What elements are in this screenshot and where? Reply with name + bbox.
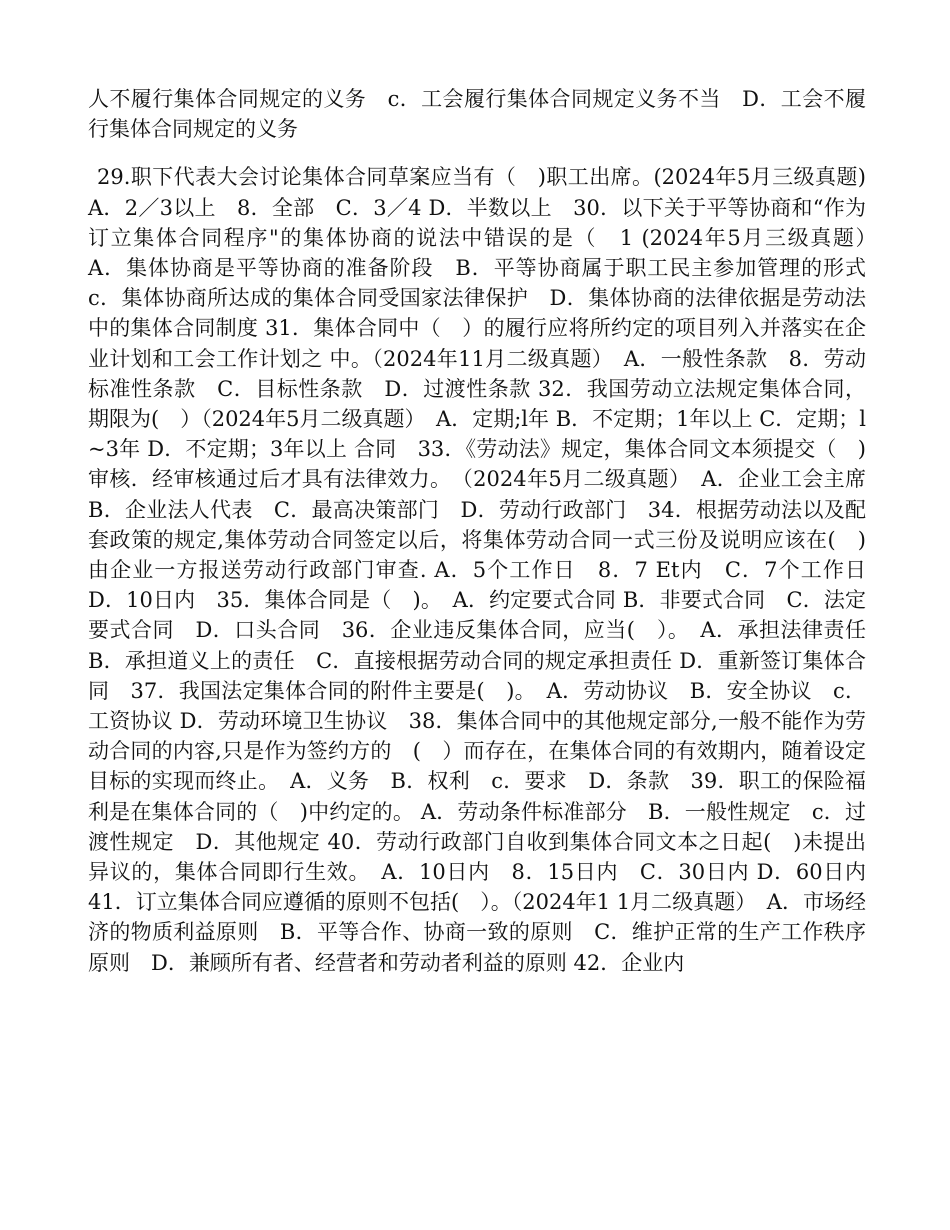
document-page [88, 84, 887, 978]
paragraph-1: 人不履行集体合同规定的义务 c．工会履行集体合同规定义务不当 D．工会不履行集体合同规定的义务 [88, 87, 866, 142]
paragraph-2: 29.职下代表大会讨论集体合同草案应当有（ )职工出席。(2024年5月三级真题) A．2／3以上 8．全部 C．3／4 D．半数以上 30．以下关于平等协商和“作为订立集体合同程序"的集体协商的说法中错误的是（ 1 (2024年5月三级真题） A．集体协商是平等协商的准备阶段 B．平等协商属于职工民主参加管理的形式 c．集体协商所达成的集体合同受国家法律保护 D．集体协商的法律依据是劳动法中的集体合同制度 31．集体合同中（ ）的履行应将所约定的项目列入并落实在企业计划和工会工作计划之 中。（2024年11月二级真题） A．一般性条款 8．劳动标准性条款 C．目标性条款 D．过渡性条款 32．我国劳动立法规定集体合同，期限为( ）（2024年5月二级真题） A．定期;l年 B．不定期；1年以上 C．定期；l~3年 D．不定期；3年以上 合同 33．《劳动法》规定，集体合同文本须提交（ )审核．经审核通过后才具有法律效力。 （2024年5月二级真题） A．企业工会主席 B．企业法人代表 C．最高决策部门 D．劳动行政部门 34．根据劳动法以及配套政策的规定,集体劳动合同签定以后，将集体劳动合同一式三份及说明应该在( )由企业一方报送劳动行政部门审查. A．5个工作日 8．7 Et内 C．7个工作日 D．10日内 35．集体合同是（ )。 A．约定要式合同 B．非要式合同 C．法定要式合同 D．口头合同 36．企业违反集体合同，应当( ）。 A．承担法律责任 B．承担道义上的责任 C．直接根据劳动合同的规定承担责任 D．重新签订集体合同 37．我国法定集体合同的附件主要是( )。 A．劳动协议 B．安全协议 c．工资协议 D．劳动环境卫生协议 38．集体合同中的其他规定部分,一般不能作为劳动合同的内容,只是作为签约方的 ( ）而存在，在集体合同的有效期内，随着设定目标的实现而终止。 A．义务 B．权利 c．要求 D．条款 39．职工的保险福利是在集体合同的（ )中约定的。 A．劳动条件标准部分 B．一般性规定 c．过渡性规定 D．其他规定 40．劳动行政部门自收到集体合同文本之日起( )未提出异议的，集体合同即行生效。 A．10日内 8．15日内 C．30日内 D．60日内 41．订立集体合同应遵循的原则不包括( ）。（2024年1 1月二级真题） A．市场经济的物质利益原则 B．平等合作、协商一致的原则 C．维护正常的生产工作秩序原则 D．兼顾所有者、经营者和劳动者利益的原则 42．企业内 [88, 165, 887, 975]
